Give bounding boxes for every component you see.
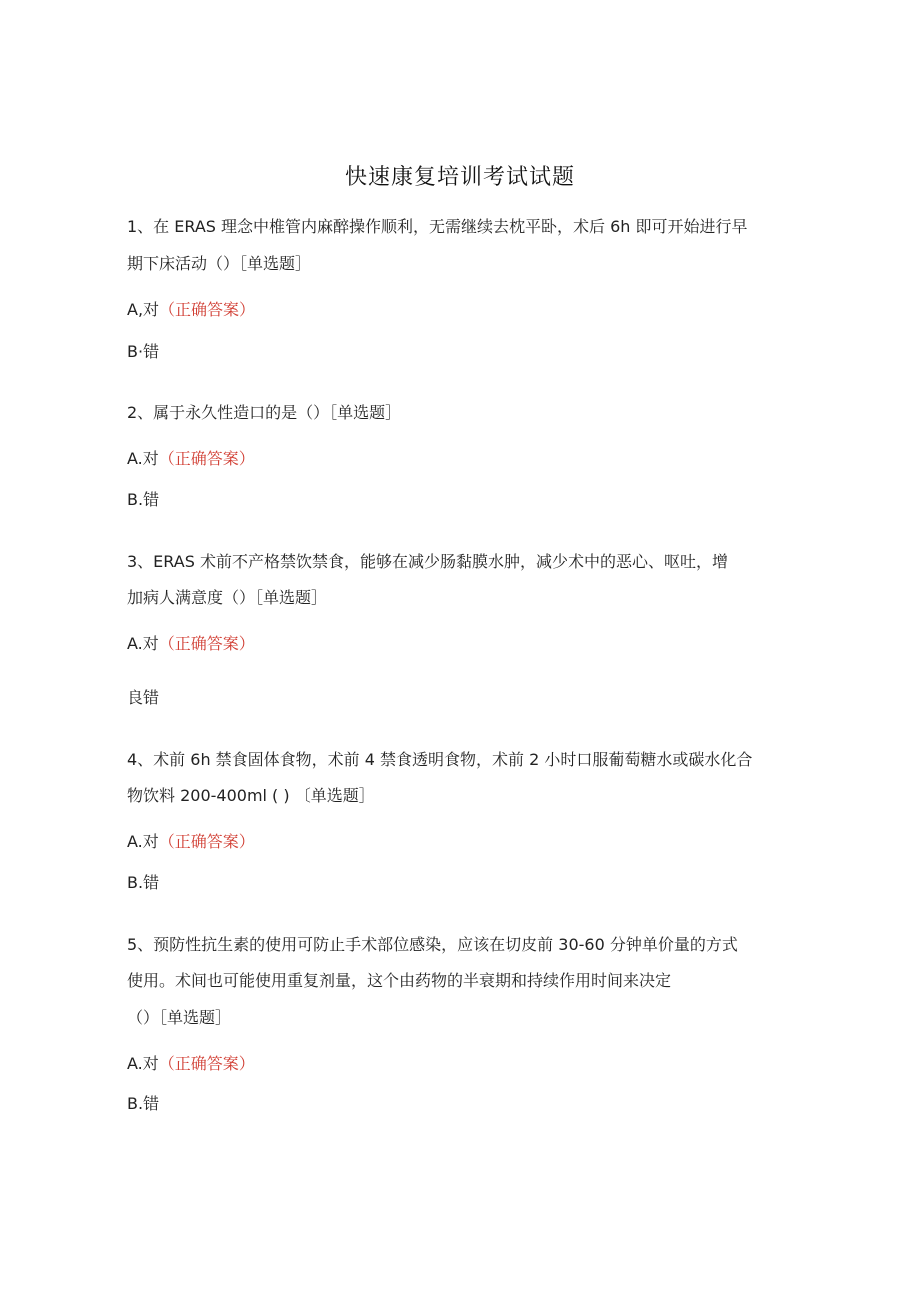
correct-answer-mark: （正确答案） (158, 634, 255, 653)
question-1-option-a (127, 300, 255, 320)
question-5-text-line-3: （）［单选题］ (127, 1008, 232, 1027)
correct-answer-mark: （正确答案） (158, 449, 255, 468)
correct-answer-mark: （正确答案） (158, 832, 255, 851)
question-4-text-line-2: 物饮料 200-400ml ( ) 〔单选题］ (127, 786, 375, 805)
option-a-label: A.对 (127, 832, 159, 851)
option-a-label: A.对 (127, 1054, 159, 1073)
question-3-text-line-2: 加病人满意度（）［单选题］ (127, 588, 328, 607)
question-2-option-a (127, 449, 255, 469)
question-1-text-line-1: 1、在 ERAS 理念中椎管内麻醉操作顺利，无需继续去枕平卧，术后 6h 即可开始进行早 (127, 217, 748, 236)
correct-answer-mark: （正确答案） (159, 300, 256, 319)
question-5-text-line-2: 使用。术间也可能使用重复剂量，这个由药物的半衰期和持续作用时间来决定 (127, 971, 672, 990)
question-4-option-b: B.错 (127, 873, 160, 892)
question-3-option-a (127, 634, 255, 654)
question-1-text-line-2: 期下床活动（）［单选题］ (127, 254, 312, 273)
question-2-text-line-1: 2、属于永久性造口的是（）［单选题］ (127, 403, 402, 422)
option-a-label: A.对 (127, 449, 159, 468)
option-a-label: A.对 (127, 634, 159, 653)
question-3-text-line-1: 3、ERAS 术前不产格禁饮禁食，能够在减少肠黏膜水肿，减少术中的恶心、呕吐，增 (127, 552, 728, 571)
question-4-option-a (127, 832, 255, 852)
correct-answer-mark: （正确答案） (158, 1054, 255, 1073)
question-3-option-b: 良错 (127, 688, 160, 707)
question-5-option-b: B.错 (127, 1094, 160, 1113)
question-5-option-a (127, 1054, 255, 1074)
question-5-text-line-1: 5、预防性抗生素的使用可防止手术部位感染，应该在切皮前 30-60 分钟单价量的方式 (127, 935, 738, 954)
question-4-text-line-1: 4、术前 6h 禁食固体食物，术前 4 禁食透明食物，术前 2 小时口服葡萄糖水或碳水化合 (127, 750, 753, 769)
question-2-option-b: B.错 (127, 490, 160, 509)
document-title: 快速康复培训考试试题 (344, 165, 575, 190)
option-a-label: A,对 (127, 300, 160, 319)
question-1-option-b: B·错 (127, 342, 160, 361)
